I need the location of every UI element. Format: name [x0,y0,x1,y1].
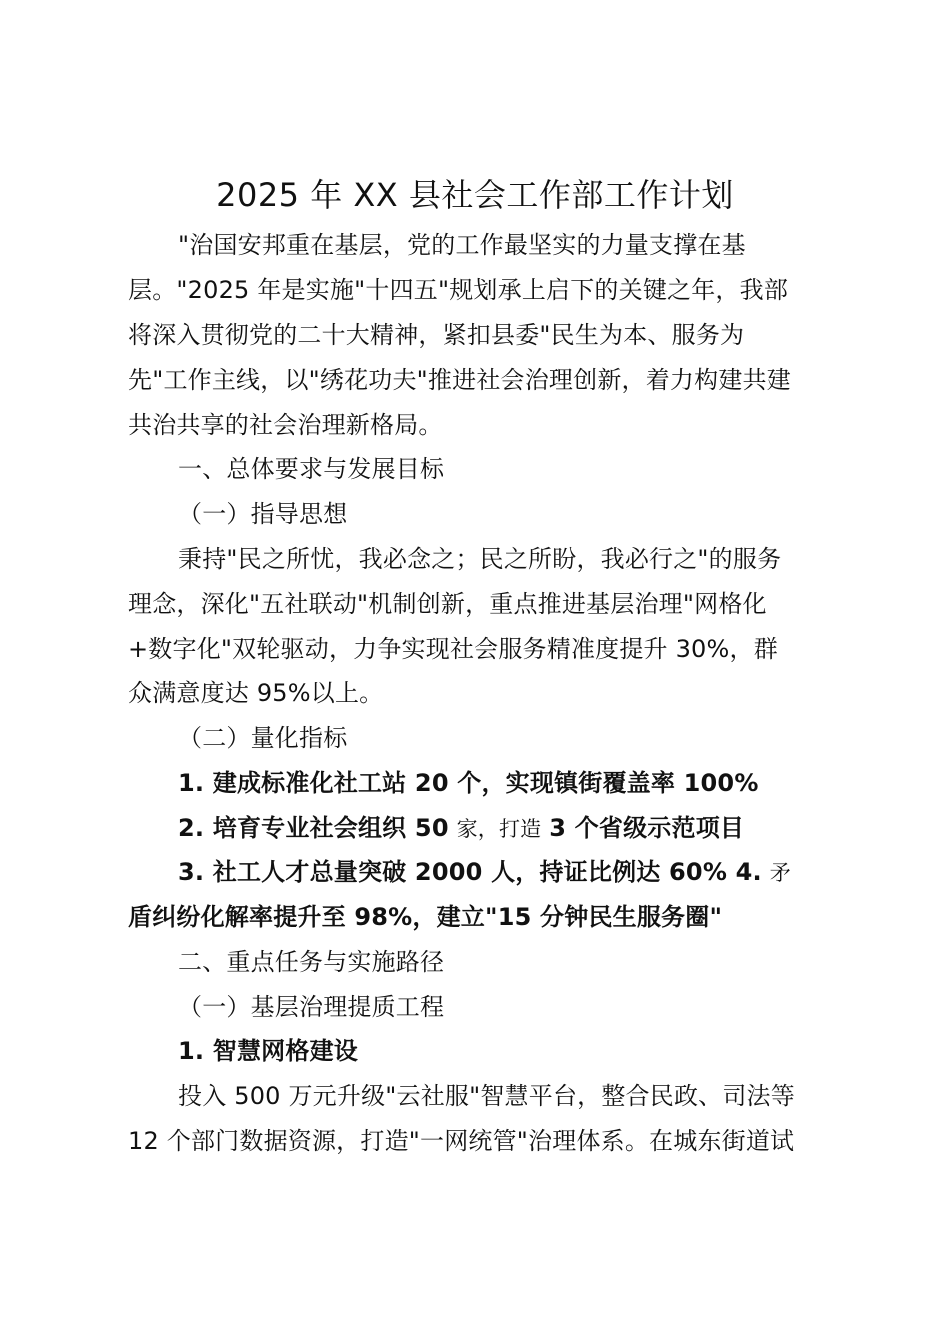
indicator-text: 3. 社工人才总量突破 2000 人，持证比例达 60% 4. [178,858,762,886]
paragraph-line: 12 个部门数据资源，打造"一网统管"治理体系。在城东街道试 [128,1127,795,1155]
indicator-text: 矛 [769,861,791,885]
paragraph-line: 共治共享的社会治理新格局。 [128,411,443,439]
indicator-item: 1. 建成标准化社工站 20 个，实现镇街覆盖率 100% [178,769,759,797]
section-heading: 一、总体要求与发展目标 [178,455,445,483]
subsection-heading: （二）量化指标 [178,724,348,752]
subsection-heading: （一）指导思想 [178,500,348,528]
document-title: 2025 年 XX 县社会工作部工作计划 [216,176,734,214]
paragraph-line: 将深入贯彻党的二十大精神，紧扣县委"民生为本、服务为 [128,321,745,349]
section-heading: 二、重点任务与实施路径 [178,948,445,976]
paragraph-line: "治国安邦重在基层，党的工作最坚实的力量支撑在基 [178,231,746,259]
indicator-text: 3 个省级示范项目 [549,814,745,842]
paragraph-line: 投入 500 万元升级"云社服"智慧平台，整合民政、司法等 [178,1082,795,1110]
item-heading: 1. 智慧网格建设 [178,1037,358,1065]
indicator-text: 家，打造 [456,817,542,841]
paragraph-line: 理念，深化"五社联动"机制创新，重点推进基层治理"网格化 [128,590,767,618]
indicator-item [178,855,791,890]
indicator-item: 盾纠纷化解率提升至 98%，建立"15 分钟民生服务圈" [128,903,723,931]
paragraph-line: 秉持"民之所忧，我必念之；民之所盼，我必行之"的服务 [178,545,782,573]
subsection-heading: （一）基层治理提质工程 [178,993,445,1021]
paragraph-line: 先"工作主线，以"绣花功夫"推进社会治理创新，着力构建共建 [128,366,791,394]
indicator-text: 2. 培育专业社会组织 50 [178,814,449,842]
paragraph-line: 众满意度达 95%以上。 [128,679,384,707]
paragraph-line: +数字化"双轮驱动，力争实现社会服务精准度提升 30%，群 [128,635,778,663]
indicator-item [178,811,744,846]
paragraph-line: 层。"2025 年是实施"十四五"规划承上启下的关键之年，我部 [128,276,789,304]
